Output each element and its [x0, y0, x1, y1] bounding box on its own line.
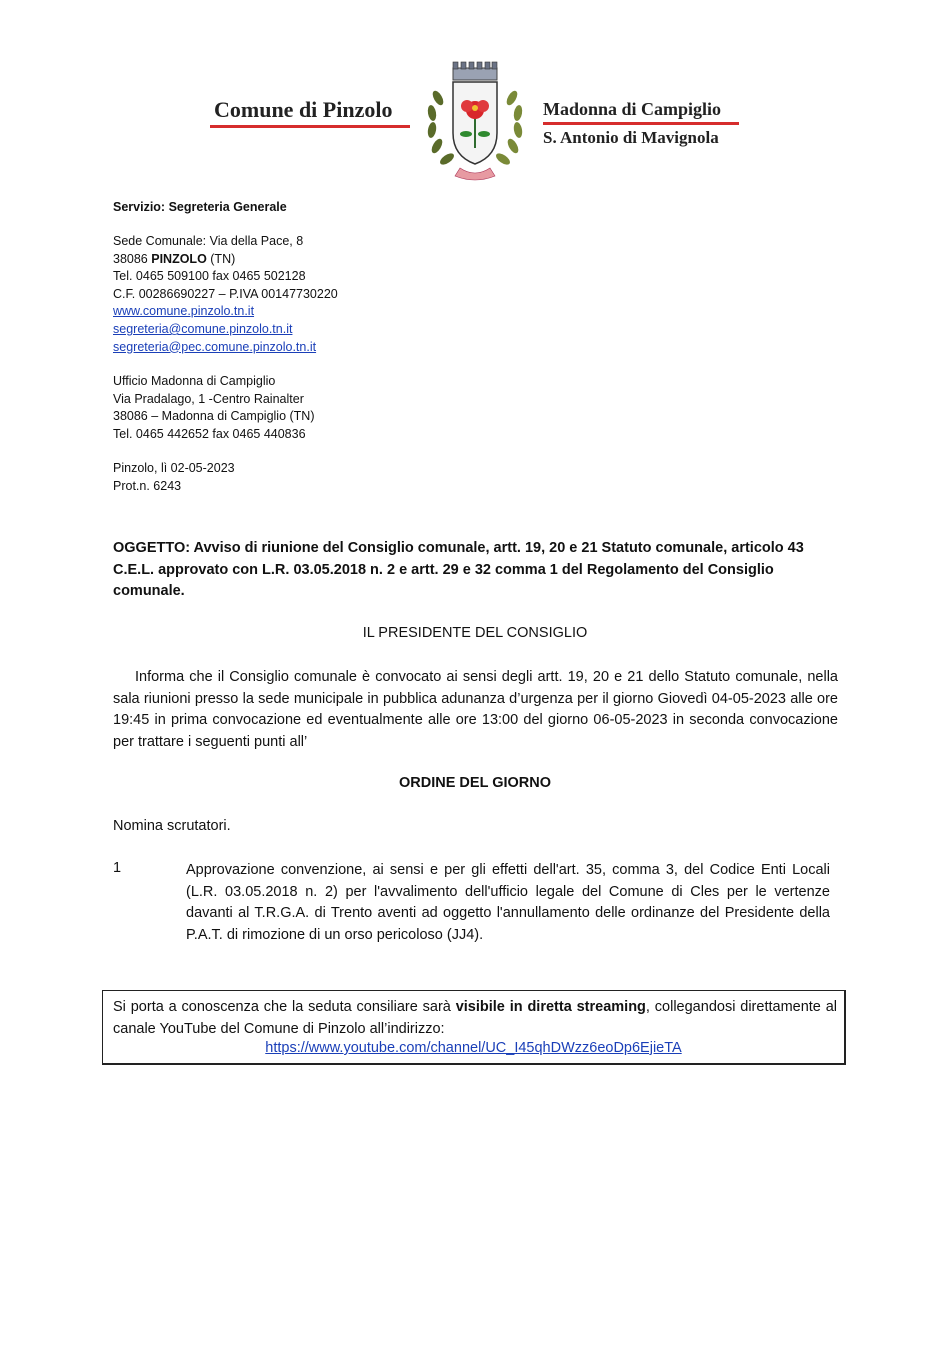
subject-paragraph: OGGETTO: Avviso di riunione del Consiglio comunale, artt. 19, 20 e 21 Statuto comunale, articolo 43 C.E.L. approvato con L.R. 03.05.2018 n. 2 e artt. 29 e 32 comma 1 del Regolamento del Consiglio comunale.: [113, 540, 804, 599]
agenda-intro: Nomina scrutatori.: [113, 818, 231, 834]
ufficio-city: 38086 – Madonna di Campiglio (TN): [113, 409, 315, 424]
protocol-number: Prot.n. 6243: [113, 478, 182, 493]
sede-city-line: [113, 251, 338, 269]
sede-city: PINZOLO: [151, 251, 207, 266]
notice-text-bold: visibile in diretta streaming: [455, 999, 646, 1015]
pec-link[interactable]: segreteria@pec.comune.pinzolo.tn.it: [113, 339, 317, 354]
red-rule-right: [543, 122, 739, 125]
ufficio-address-block: [113, 373, 315, 443]
agenda-heading: ORDINE DEL GIORNO: [399, 775, 551, 791]
convocation-paragraph: Informa che il Consiglio comunale è convocato ai sensi degli artt. 19, 20 e 21 dello Statuto comunale, nella sala riunioni presso la sede municipale in pubblica adunanza d’urgenza per il giorno Giovedì 04-05-2023 alle ore 19:45 in prima convocazione ed eventualmente alle ore 13:00 del giorno 06-05-2023 in seconda convocazione per trattare i seguenti punti all’: [113, 669, 838, 750]
streaming-notice-text: [113, 997, 837, 1040]
document-date: Pinzolo, lì 02-05-2023: [113, 461, 235, 475]
frazione-name-2: S. Antonio di Mavignola: [543, 128, 719, 147]
service-label-block: [113, 199, 287, 217]
website-link[interactable]: www.comune.pinzolo.tn.it: [113, 304, 255, 319]
ufficio-street: Via Pradalago, 1 -Centro Rainalter: [113, 391, 304, 406]
service-label: Servizio: Segreteria Generale: [113, 200, 287, 214]
notice-text-after: , collegandosi direttamente al canale YouTube del Comune di Pinzolo all’indirizzo:: [113, 999, 837, 1037]
frazione-name-1: Madonna di Campiglio: [543, 99, 722, 119]
municipality-name: Comune di Pinzolo: [214, 97, 393, 122]
streaming-notice-box: [102, 990, 846, 1065]
red-rule-left: [210, 125, 410, 128]
notice-text-before: Si porta a conoscenza che la seduta consiliare sarà: [113, 999, 456, 1015]
agenda-item-number: 1: [113, 860, 122, 876]
agenda-item-text: Approvazione convenzione, ai sensi e per gli effetti dell'art. 35, comma 3, del Codice Enti Locali (L.R. 03.05.2018 n. 2) per l'avvalimento dell'ufficio legale del Comune di Cles per le vertenze davanti al T.R.G.A. di Trento aventi ad oggetto l'annullamento delle ordinanze del Presidente della P.A.T. di rimozione di un orso pericoloso (JJ4).: [186, 862, 830, 943]
email-link[interactable]: segreteria@comune.pinzolo.tn.it: [113, 321, 293, 336]
coat-of-arms-icon: [420, 58, 530, 183]
youtube-channel-link[interactable]: https://www.youtube.com/channel/UC_I45qhDWzz6eoDp6EjieTA: [265, 1040, 682, 1056]
letterhead: [0, 55, 950, 185]
sede-phone: Tel. 0465 509100 fax 0465 502128: [113, 269, 306, 284]
sede-address-block: [113, 233, 338, 356]
president-heading: IL PRESIDENTE DEL CONSIGLIO: [362, 625, 588, 641]
sede-street: Sede Comunale: Via della Pace, 8: [113, 234, 304, 248]
date-protocol-block: [113, 460, 235, 495]
sede-prov: (TN): [206, 251, 236, 266]
ufficio-phone: Tel. 0465 442652 fax 0465 440836: [113, 426, 306, 441]
ufficio-name: Ufficio Madonna di Campiglio: [113, 374, 276, 388]
sede-tax-ids: C.F. 00286690227 – P.IVA 00147730220: [113, 286, 338, 301]
sede-cap: 38086: [113, 251, 152, 266]
